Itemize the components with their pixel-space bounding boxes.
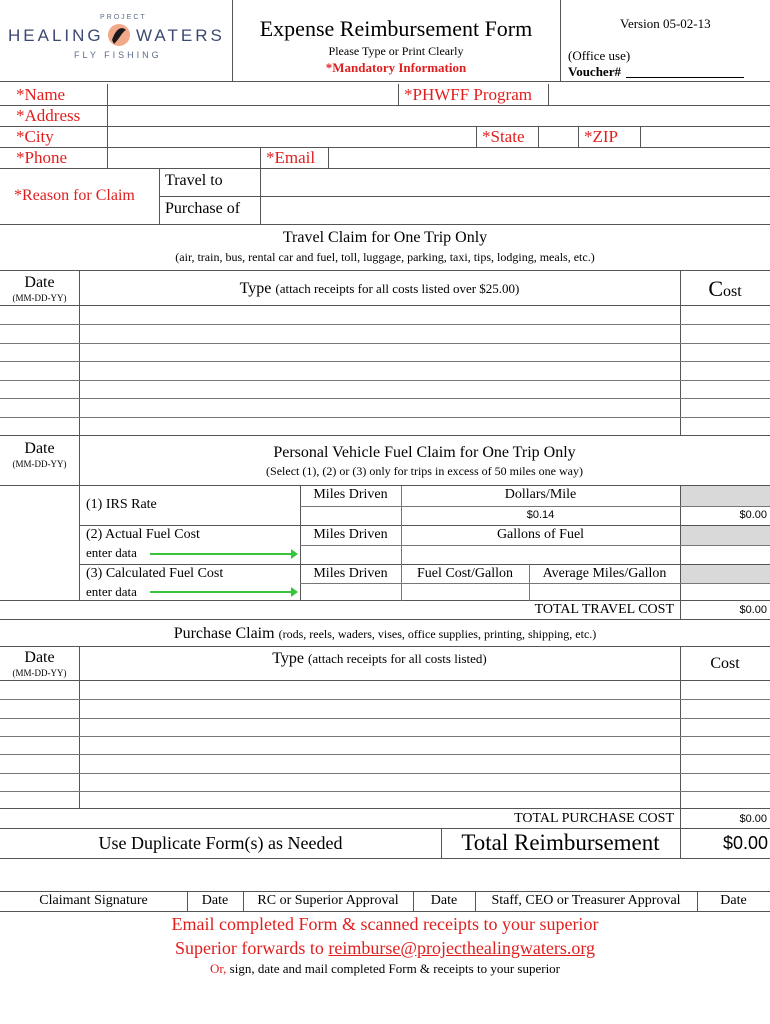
opt3-avg-mpg-field[interactable] — [530, 584, 679, 600]
footer-instruction-3 — [0, 961, 770, 977]
duplicate-form-note: Use Duplicate Form(s) as Needed — [98, 833, 343, 853]
claimant-date-field[interactable] — [188, 860, 243, 890]
purchase-of-field[interactable] — [261, 198, 769, 223]
name-row — [0, 84, 770, 106]
zip-label: *ZIP — [584, 127, 618, 146]
purchase-date-format: (MM-DD-YY) — [12, 668, 67, 678]
fuel-date-format: (MM-DD-YY) — [12, 459, 67, 469]
voucher-label: Voucher# — [568, 64, 621, 79]
purchase-entry-row[interactable] — [0, 699, 770, 718]
opt3-miles-header: Miles Driven — [313, 566, 388, 581]
travel-entry-row[interactable] — [0, 361, 770, 380]
irs-rate-option: (1) IRS Rate — [86, 497, 157, 512]
phone-field[interactable] — [108, 149, 259, 168]
total-travel-value: $0.00 — [739, 604, 767, 616]
travel-to-field[interactable] — [261, 171, 769, 195]
reason-label: *Reason for Claim — [14, 187, 135, 204]
claimant-date-label: Date — [201, 893, 229, 908]
address-row — [0, 106, 770, 127]
rc-approval-field[interactable] — [244, 860, 413, 890]
travel-claim-title: Travel Claim for One Trip Only — [282, 229, 488, 246]
opt3-avg-mpg-header: Average Miles/Gallon — [542, 566, 667, 581]
purchase-cost-header: Cost — [710, 655, 740, 672]
fish-logo-icon — [106, 20, 132, 50]
travel-entry-row[interactable] — [0, 398, 770, 417]
travel-to-label: Travel to — [165, 172, 223, 189]
purchase-entry-row[interactable] — [0, 754, 770, 773]
claimant-signature-field[interactable] — [0, 860, 187, 890]
purchase-entry-row[interactable] — [0, 773, 770, 791]
travel-claim-subtitle: (air, train, bus, rental car and fuel, toll, luggage, parking, taxi, tips, lodging, meals, etc.) — [175, 250, 595, 264]
purchase-entry-row[interactable] — [0, 736, 770, 754]
mandatory-note: *Mandatory Information — [325, 60, 467, 75]
form-title: Expense Reimbursement Form — [259, 16, 533, 41]
travel-entry-row[interactable] — [0, 380, 770, 398]
opt1-total-value: $0.00 — [739, 509, 767, 521]
purchase-entry-row[interactable] — [0, 718, 770, 736]
purchase-claim-subtitle: (rods, reels, waders, vises, office supplies, printing, shipping, etc.) — [278, 627, 597, 641]
total-travel-label: TOTAL TRAVEL COST — [534, 602, 674, 617]
calculated-fuel-option: (3) Calculated Fuel Cost — [86, 566, 224, 581]
opt2-gallons-header: Gallons of Fuel — [496, 527, 585, 542]
office-use-label: (Office use) — [568, 48, 631, 63]
rc-date-field[interactable] — [414, 860, 475, 890]
signature-block — [0, 859, 770, 912]
program-field[interactable] — [549, 85, 769, 105]
opt1-dollars-mile-header: Dollars/Mile — [504, 487, 577, 502]
travel-cost-initial: C — [708, 276, 723, 301]
purchase-date-header: Date — [24, 649, 55, 666]
phone-row — [0, 148, 770, 169]
opt2-arrow-icon — [150, 553, 292, 555]
travel-column-headers — [0, 271, 770, 306]
travel-entry-row[interactable] — [0, 306, 770, 324]
name-field[interactable] — [108, 85, 397, 105]
irs-rate-value: $0.14 — [526, 509, 555, 521]
form-subtitle: Please Type or Print Clearly — [328, 44, 464, 58]
total-purchase-row — [0, 809, 770, 829]
email-label: *Email — [266, 148, 316, 167]
fuel-claim-subtitle: (Select (1), (2) or (3) only for trips in excess of 50 miles one way) — [266, 464, 583, 478]
rc-date-label: Date — [430, 893, 458, 908]
opt3-miles-field[interactable] — [301, 584, 400, 600]
purchase-entry-row[interactable] — [0, 681, 770, 699]
purchase-of-label: Purchase of — [165, 200, 241, 217]
address-label: *Address — [16, 106, 81, 125]
opt2-miles-field[interactable] — [301, 546, 400, 563]
travel-cost-header — [680, 276, 770, 302]
total-purchase-value: $0.00 — [739, 813, 767, 825]
opt1-miles-field[interactable] — [301, 507, 400, 524]
name-label: *Name — [16, 85, 66, 104]
opt3-fuel-cost-field[interactable] — [402, 584, 528, 600]
city-row — [0, 127, 770, 148]
travel-entry-row[interactable] — [0, 343, 770, 361]
purchase-entries-table — [0, 681, 770, 809]
travel-type-note: (attach receipts for all costs listed over $25.00) — [275, 281, 520, 296]
rc-approval-label: RC or Superior Approval — [257, 893, 399, 908]
travel-claim-header — [0, 225, 770, 271]
fuel-options-table — [0, 486, 770, 601]
travel-entry-row[interactable] — [0, 417, 770, 436]
travel-date-header: Date — [24, 274, 55, 291]
purchase-type-header — [79, 650, 680, 668]
city-field[interactable] — [108, 128, 475, 147]
purchase-claim-header — [0, 620, 770, 647]
total-reimbursement-value: $0.00 — [722, 833, 768, 853]
program-label: *PHWFF Program — [404, 85, 532, 104]
logo-main-left: HEALING — [8, 26, 104, 45]
travel-type-header — [79, 280, 680, 298]
total-travel-row — [0, 601, 770, 620]
opt1-miles-header: Miles Driven — [313, 487, 388, 502]
form-header — [0, 0, 770, 82]
fuel-date-header: Date — [24, 440, 55, 457]
travel-type-label: Type — [239, 280, 272, 297]
reason-row — [0, 169, 770, 225]
opt2-enter-data: enter data — [86, 545, 137, 560]
version-label: Version 05-02-13 — [620, 16, 711, 31]
footer-or: Or, — [209, 961, 227, 976]
summary-row — [0, 829, 770, 859]
state-field[interactable] — [539, 128, 577, 147]
purchase-claim-title: Purchase Claim — [173, 625, 275, 642]
staff-approval-label: Staff, CEO or Treasurer Approval — [491, 893, 681, 908]
total-purchase-label: TOTAL PURCHASE COST — [514, 811, 674, 826]
opt3-enter-data: enter data — [86, 584, 137, 599]
total-reimbursement-label: Total Reimbursement — [461, 830, 660, 855]
staff-date-field[interactable] — [698, 860, 769, 890]
opt2-gallons-field[interactable] — [402, 546, 679, 563]
staff-approval-field[interactable] — [476, 860, 697, 890]
claimant-signature-label: Claimant Signature — [39, 893, 148, 908]
actual-fuel-option: (2) Actual Fuel Cost — [86, 527, 200, 542]
purchase-type-label: Type — [272, 650, 305, 667]
travel-cost-rest: ost — [723, 283, 742, 300]
voucher-number-field[interactable] — [626, 62, 744, 78]
travel-entry-row[interactable] — [0, 324, 770, 343]
project-healing-waters-logo — [8, 14, 226, 74]
fuel-claim-header — [0, 436, 770, 486]
opt2-miles-header: Miles Driven — [313, 527, 388, 542]
staff-date-label: Date — [720, 893, 747, 908]
footer-instruction-2 — [0, 938, 770, 959]
travel-date-format: (MM-DD-YY) — [12, 293, 67, 303]
footer-instruction-1: Email completed Form & scanned receipts to your superior — [171, 914, 599, 934]
logo-top-text: PROJECT — [100, 14, 147, 21]
logo-sub-text: FLY FISHING — [74, 50, 162, 60]
purchase-claim-title-line — [0, 625, 770, 643]
state-label: *State — [482, 127, 525, 146]
purchase-type-note: (attach receipts for all costs listed) — [308, 651, 487, 666]
purchase-column-headers — [0, 647, 770, 681]
email-field[interactable] — [329, 149, 768, 168]
phone-label: *Phone — [16, 148, 67, 167]
travel-entries-table — [0, 306, 770, 436]
reimburse-email-link[interactable]: reimburse@projecthealingwaters.org — [328, 938, 596, 958]
footer-forward-text: Superior forwards to — [174, 938, 329, 958]
address-field[interactable] — [108, 107, 768, 126]
logo-main-right: WATERS — [136, 26, 225, 45]
city-label: *City — [16, 127, 54, 146]
opt3-arrow-icon — [150, 591, 292, 593]
opt3-fuel-cost-header: Fuel Cost/Gallon — [416, 566, 514, 581]
purchase-entry-row[interactable] — [0, 791, 770, 809]
zip-field[interactable] — [641, 128, 768, 147]
fuel-claim-title: Personal Vehicle Fuel Claim for One Trip Only — [273, 444, 576, 461]
footer-mail-text: sign, date and mail completed Form & receipts to your superior — [226, 961, 561, 976]
